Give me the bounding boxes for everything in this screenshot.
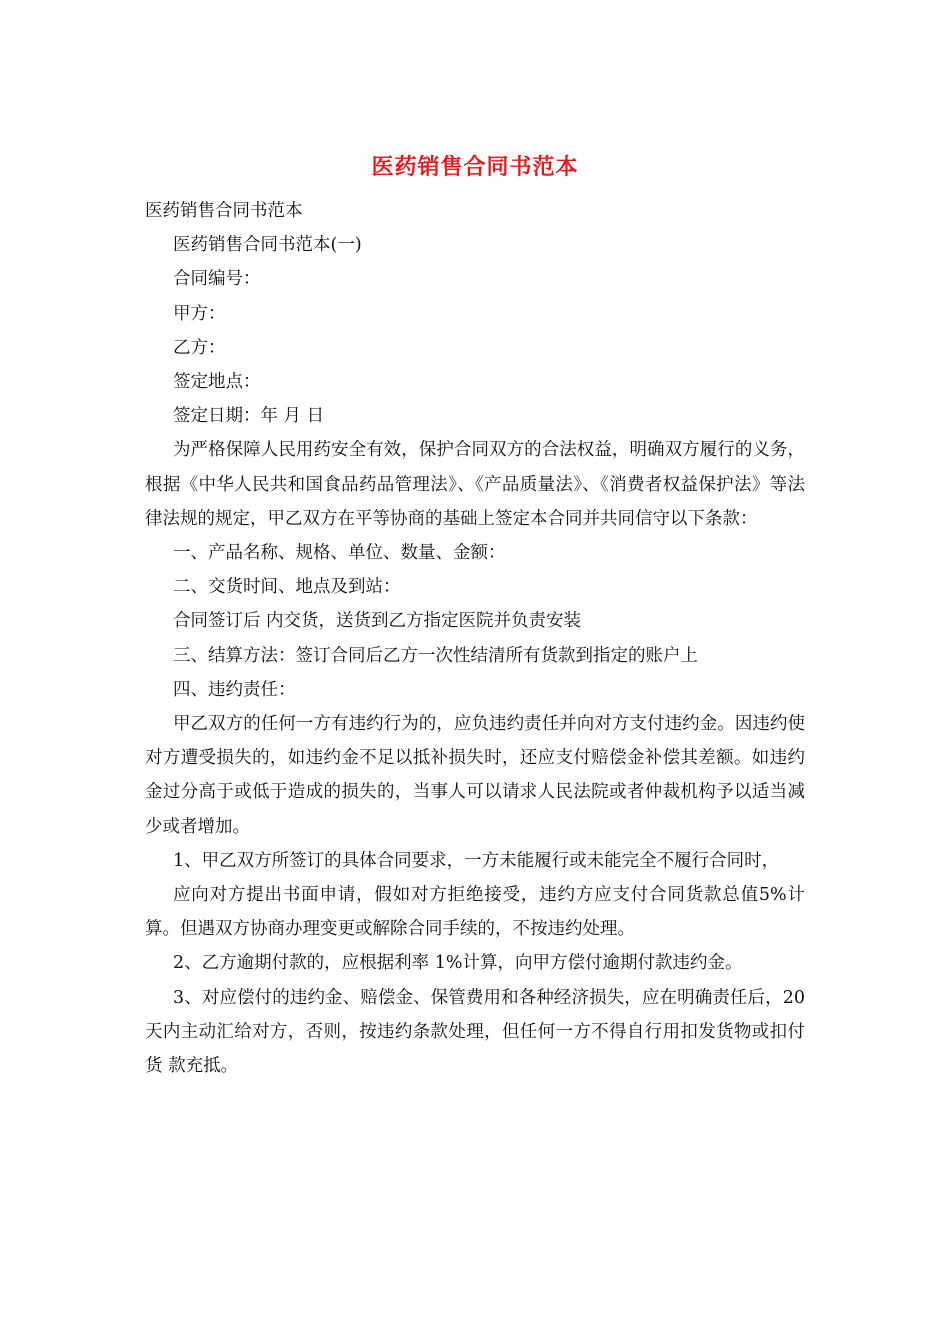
signing-place-field: 签定地点： [173, 372, 261, 393]
item-3-paragraph: 3、对应偿付的违约金、赔偿金、保管费用和各种经济损失，应在明确责任后，20 天内主动汇给对方，否则，按违约条款处理，但任何一方不得自行用扣发货物或扣付货 款充抵。 [145, 987, 805, 1077]
clause-4-heading: 四、违约责任： [173, 679, 296, 700]
delivery-paragraph: 合同签订后 内交货，送货到乙方指定医院并负责安装 [173, 611, 582, 632]
clause-1-heading: 一、产品名称、规格、单位、数量、金额： [173, 543, 506, 564]
liability-paragraph: 甲乙双方的任何一方有违约行为的，应负违约责任并向对方支付违约金。因违约使对方遭受损失的，如违约金不足以抵补损失时，还应支付赔偿金补偿其差额。如违约金过分高于或低于造成的损失的，当事人可以请求人民法院或者仲裁机构予以适当减少或者增加。 [145, 714, 805, 837]
clause-2-heading: 二、交货时间、地点及到站： [173, 577, 401, 598]
document-title: 医药销售合同书范本 [371, 154, 579, 180]
party-a-field: 甲方： [173, 303, 226, 324]
item-1-continued-paragraph: 应向对方提出书面申请，假如对方拒绝接受，违约方应支付合同货款总值5%计算。但遇双方协商办理变更或解除合同手续的，不按违约处理。 [145, 885, 805, 940]
document-body [145, 194, 805, 1083]
party-b-field: 乙方： [173, 337, 226, 358]
item-2-paragraph: 2、乙方逾期付款的，应根据利率 1%计算，向甲方偿付逾期付款违约金。 [173, 953, 743, 974]
document-subtitle: 医药销售合同书范本 [145, 201, 303, 221]
section-heading: 医药销售合同书范本(一) [173, 235, 362, 256]
contract-number-field: 合同编号： [173, 269, 261, 290]
item-1-paragraph: 1、甲乙双方所签订的具体合同要求，一方未能履行或未能完全不履行合同时， [173, 850, 780, 871]
signing-date-field: 签定日期：年 月 日 [173, 406, 325, 427]
preamble-paragraph: 为严格保障人民用药安全有效，保护合同双方的合法权益，明确双方履行的义务，根据《中华人民共和国食品药品管理法》、《产品质量法》、《消费者权益保护法》等法律法规的规定，甲乙双方在平等协商的基础上签定本合同并共同信守以下条款： [145, 440, 805, 529]
clause-3-paragraph: 三、结算方法：签订合同后乙方一次性结清所有货款到指定的账户上 [173, 645, 698, 666]
